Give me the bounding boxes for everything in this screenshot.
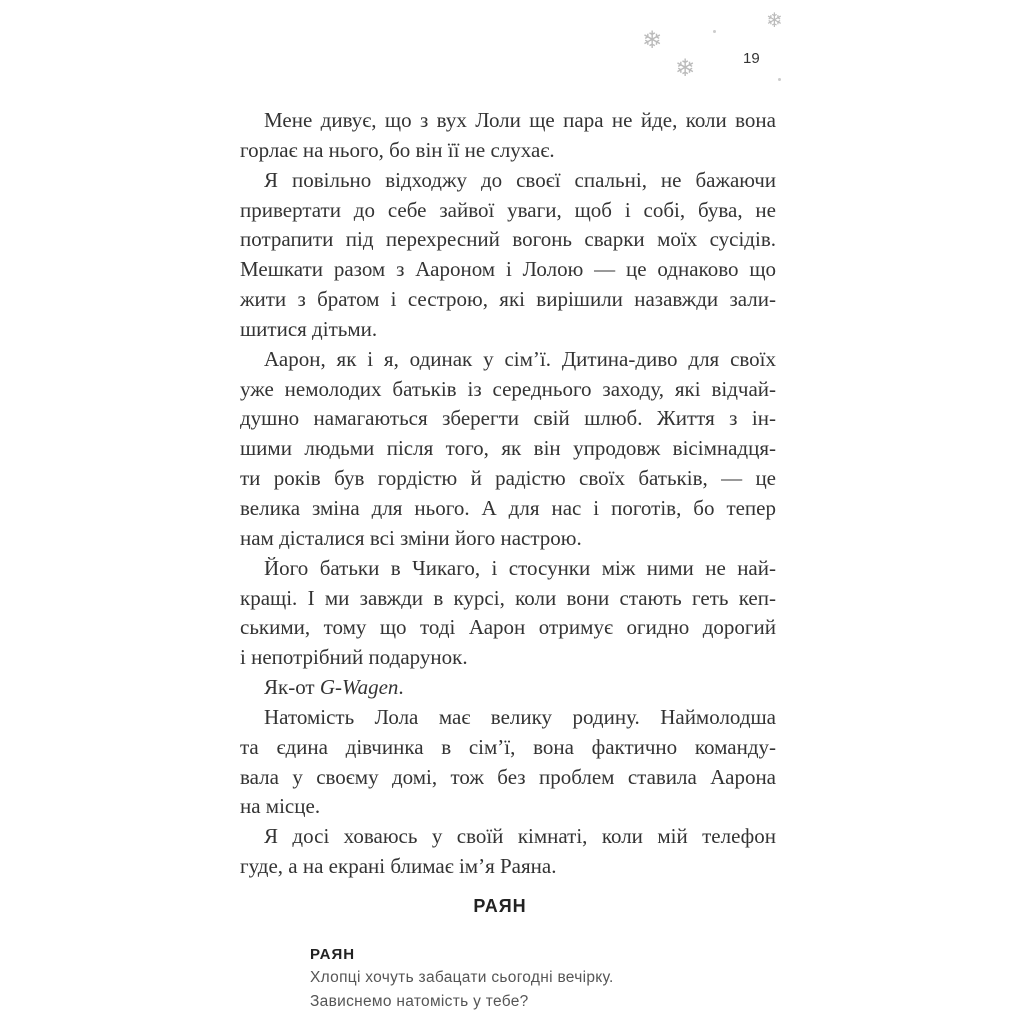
- paragraph: [240, 822, 776, 882]
- chat-heading: РАЯН: [473, 896, 527, 916]
- snowflake-icon: ❄: [675, 54, 696, 82]
- page-number: 19: [743, 50, 760, 67]
- text-line: Мешкати разом з Аароном і Лолою — це однаково що: [240, 257, 776, 282]
- text-line: Я повільно відходжу до своєї спальні, не бажаючи: [264, 167, 776, 192]
- text-line: уже немолодих батьків із середнього заходу, які відчай-: [240, 376, 776, 401]
- text-line: велика зміна для нього. А для нас і поготів, бо тепер: [240, 495, 776, 520]
- snowflake-icon: ❄: [766, 8, 783, 32]
- text-line: нам дісталися всі зміни його настрою.: [240, 525, 582, 550]
- snow-dot: [778, 78, 781, 81]
- text-line: [240, 673, 776, 703]
- paragraph: [240, 554, 776, 673]
- text-line: потрапити під перехресний вогонь сварки моїх сусідів.: [240, 227, 776, 252]
- paragraph: [240, 166, 776, 345]
- text-line: Мене дивує, що з вух Лоли ще пара не йде, коли вона: [264, 108, 776, 132]
- text-line: привертати до себе зайвої уваги, щоб і собі, бува, не: [240, 197, 776, 222]
- paragraph: [240, 106, 776, 166]
- text-line: на місце.: [240, 794, 321, 819]
- text-line: горлає на нього, бо він її не слухає.: [240, 137, 555, 162]
- text-line: Натомість Лола має велику родину. Наймолодша: [264, 704, 776, 729]
- text-line: шими людьми після того, як він упродовж вісімнадця-: [240, 436, 776, 461]
- text-line: жити з братом і сестрою, які вирішили назавжди зали-: [240, 287, 776, 312]
- text-span: Як-от: [264, 675, 320, 700]
- chat-message: [310, 944, 614, 1014]
- text-line: вала у своєму домі, тож без проблем ставила Аарона: [240, 764, 776, 789]
- snowflake-icon: ❄: [642, 26, 663, 54]
- message-line: Зависнемо натомість у тебе?: [310, 993, 529, 1010]
- snow-dot: [713, 30, 716, 33]
- body-text: [240, 106, 776, 882]
- text-line: ськими, тому що тоді Аарон отримує огидно дорогий: [240, 615, 776, 640]
- text-line: та єдина дівчинка в сім’ї, вона фактично команду-: [240, 734, 776, 759]
- text-line: шитися дітьми.: [240, 316, 378, 341]
- paragraph: [240, 703, 776, 822]
- italic-text: G-Wagen: [319, 675, 399, 700]
- text-line: кращі. І ми завжди в курсі, коли вони стають геть кеп-: [240, 585, 776, 610]
- message-line: Хлопці хочуть забацати сьогодні вечірку.: [310, 969, 614, 986]
- text-line: гуде, а на екрані блимає ім’я Раяна.: [240, 854, 557, 879]
- text-line: ти років був гордістю й радістю своїх батьків, — це: [240, 466, 776, 491]
- text-line: і непотрібний подарунок.: [240, 645, 468, 670]
- text-line: Я досі ховаюсь у своїй кімнаті, коли мій телефон: [264, 824, 776, 849]
- text-line: Аарон, як і я, одинак у сім’ї. Дитина-диво для своїх: [264, 346, 776, 371]
- paragraph: [240, 345, 776, 554]
- message-sender: РАЯН: [310, 946, 356, 963]
- paragraph: [240, 673, 776, 703]
- text-line: душно намагаються зберегти свій шлюб. Життя з ін-: [240, 406, 776, 431]
- text-span: .: [398, 675, 404, 700]
- text-line: Його батьки в Чикаго, і стосунки між ними не най-: [264, 555, 776, 580]
